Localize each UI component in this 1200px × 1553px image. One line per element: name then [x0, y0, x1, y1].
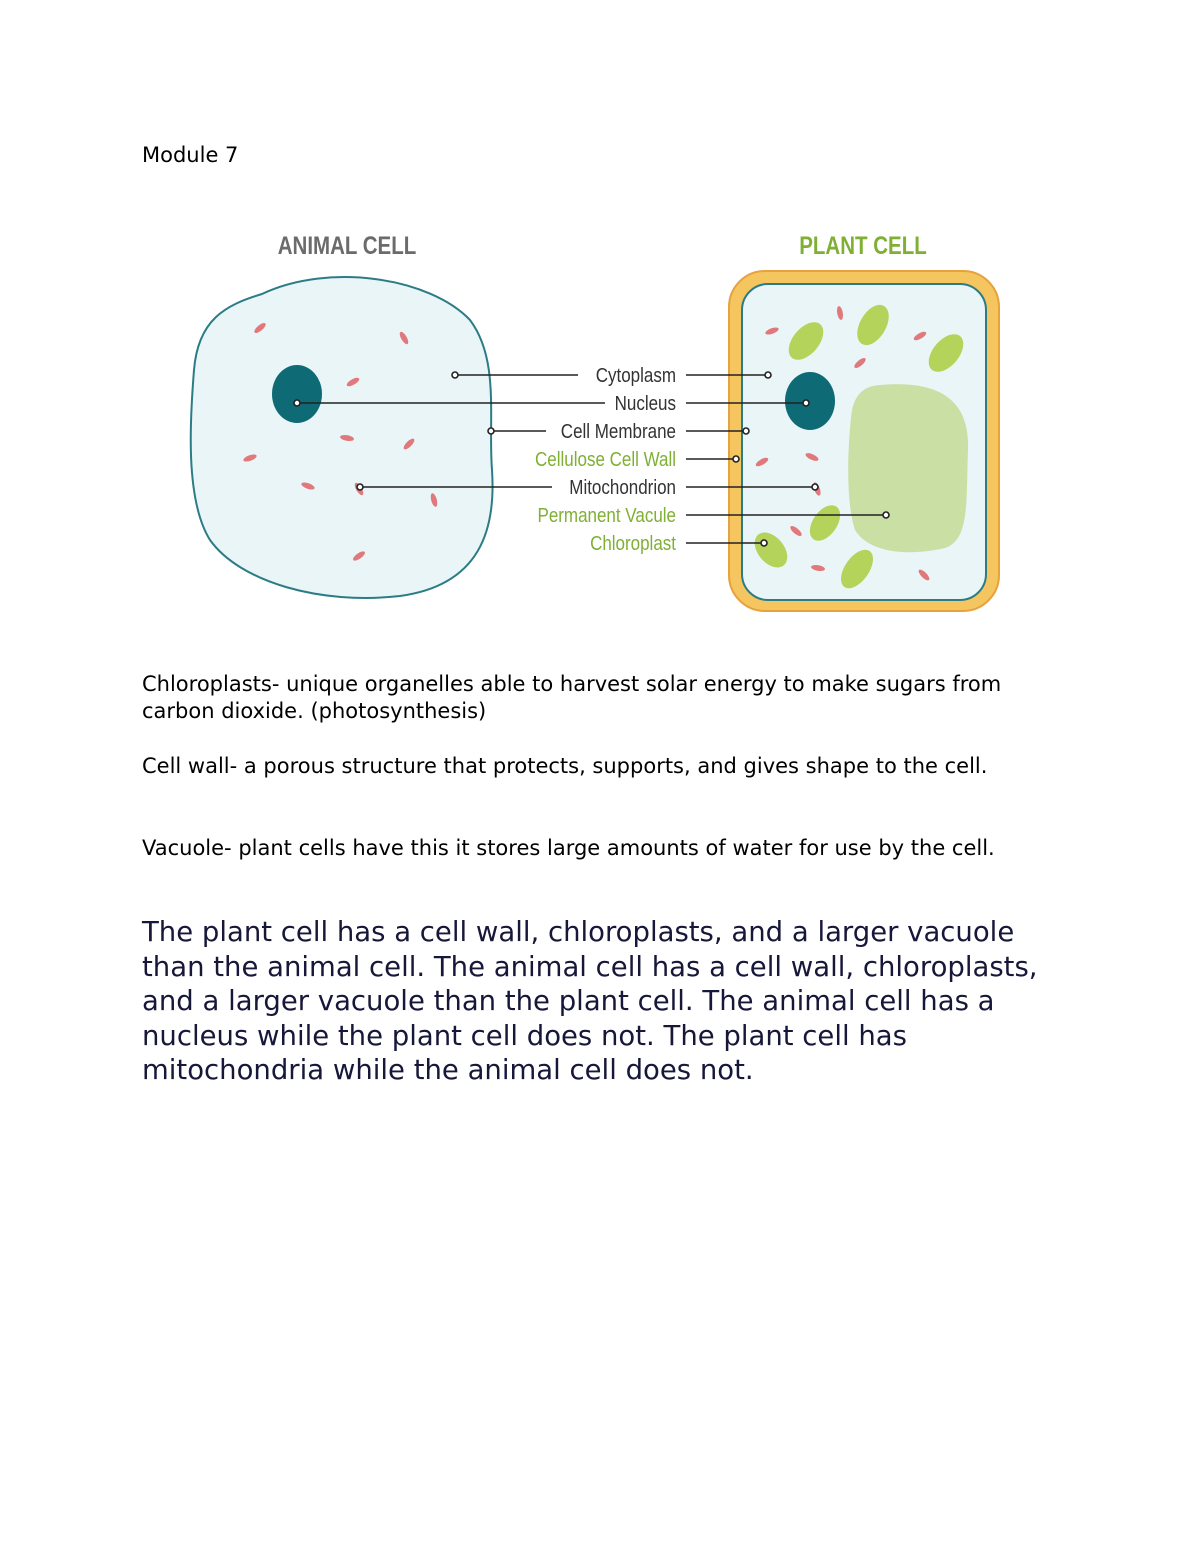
comparison-answer: The plant cell has a cell wall, chloroplasts, and a larger vacuole than the animal cell. The animal cell has a cell wall, chloroplasts, and a larger vacuole than the plant cell. The animal cell has a nucleus while the plant cell does not. The plant cell has mitochondria while the animal cell does not.	[142, 916, 1038, 1086]
animal-cell-title: ANIMAL CELL	[277, 231, 417, 260]
label-mitochondrion: Mitochondrion	[569, 475, 676, 499]
animal-nucleus	[272, 365, 322, 423]
definition-cell-wall: Cell wall- a porous structure that protects, supports, and gives shape to the cell.	[142, 754, 988, 778]
diagram-labels	[535, 364, 677, 555]
label-chloroplast: Chloroplast	[590, 531, 676, 555]
label-nucleus: Nucleus	[614, 391, 676, 415]
label-cellulose-cell-wall: Cellulose Cell Wall	[535, 447, 676, 471]
label-permanent-vacuole: Permanent Vacule	[537, 503, 676, 527]
plant-cell	[729, 271, 999, 611]
plant-nucleus	[785, 372, 835, 430]
definition-vacuole: Vacuole- plant cells have this it stores large amounts of water for use by the cell.	[142, 836, 995, 860]
label-cytoplasm: Cytoplasm	[595, 363, 676, 387]
cell-comparison-diagram	[185, 220, 1005, 615]
definition-chloroplasts: Chloroplasts- unique organelles able to harvest solar energy to make sugars from carbon dioxide. (photosynthesis)	[142, 672, 1002, 723]
animal-cell	[191, 277, 493, 598]
plant-vacuole	[848, 384, 968, 552]
label-cell-membrane: Cell Membrane	[560, 419, 676, 443]
page-heading: Module 7	[142, 143, 239, 167]
plant-cell-title: PLANT CELL	[799, 231, 927, 260]
